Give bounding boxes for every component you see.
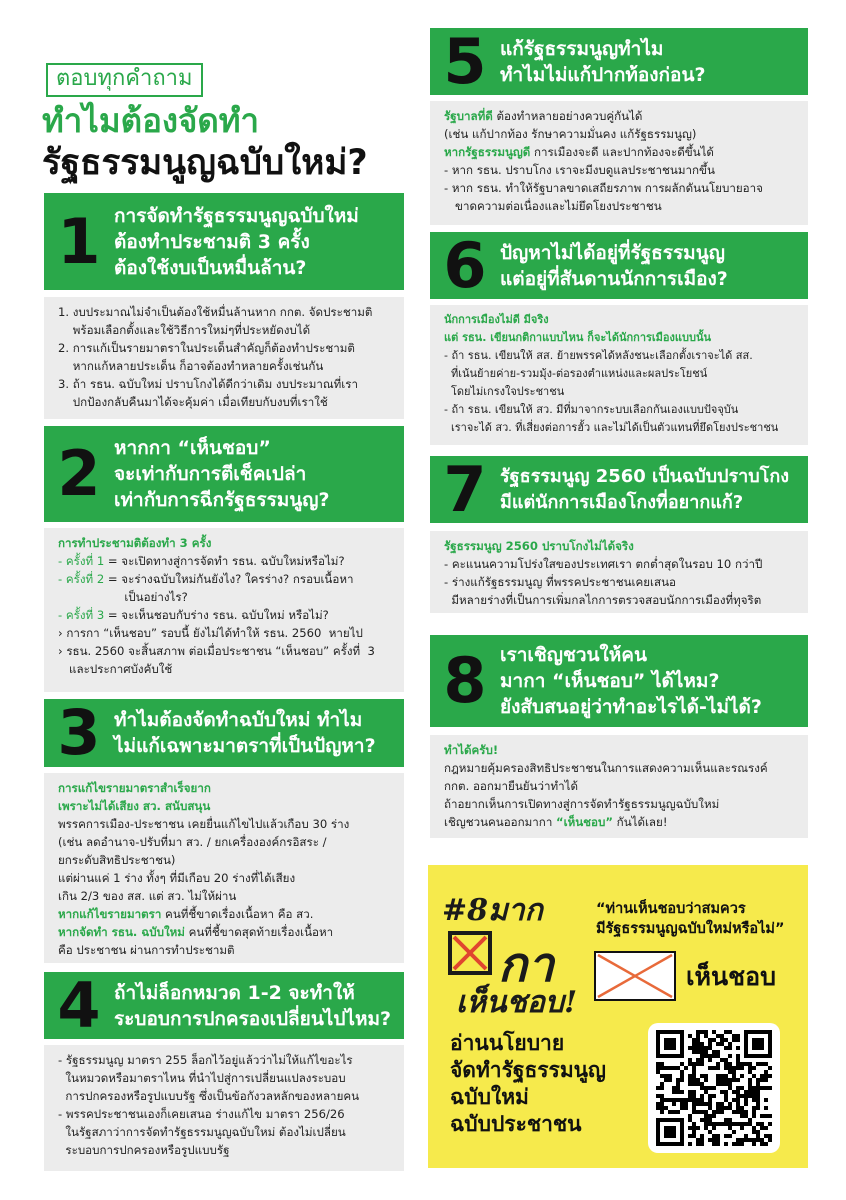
answer-7-line: มีหลายร่างที่เป็นการเพิ่มกลไกการตรวจสอบนักการเมืองที่ทุจริต bbox=[444, 593, 762, 607]
question-4-box bbox=[44, 968, 404, 1042]
answer-1-line: หากแก้หลายประเด็น ก็อาจต้องทำหลายครั้งเช่นกัน bbox=[58, 359, 324, 373]
answer-1-box bbox=[44, 297, 404, 419]
logo-line-2: กา bbox=[498, 937, 555, 993]
answer-3-box bbox=[44, 773, 404, 963]
page-title-line1: ทำไมต้องจัดทำ bbox=[42, 101, 260, 140]
policy-text: อ่านนโยบาย จัดทำรัฐธรรมนูญ ฉบับใหม่ ฉบับประชาชน bbox=[450, 1031, 606, 1136]
question-8-box bbox=[430, 635, 808, 727]
answer-8-line: เชิญชวนคนออกมากา “เห็นชอบ” กันได้เลย! bbox=[444, 815, 668, 829]
question-5-box bbox=[430, 24, 808, 98]
answer-8-line: กกต. ออกมายืนยันว่าทำได้ bbox=[444, 779, 579, 793]
answer-4-box bbox=[44, 1045, 404, 1171]
answer-5-box bbox=[430, 101, 808, 225]
answer-1-line: ปกป้องกลับคืนมาได้จะคุ้มค่า เมื่อเทียบกับงบที่เราใช้ bbox=[58, 395, 328, 409]
answer-7-line: - ร่างแก้รัฐธรรมนูญ ที่พรรคประชาชนเคยเสนอ bbox=[444, 575, 676, 589]
question-5-number: 5 bbox=[443, 24, 487, 98]
answer-3-line: พรรคการเมือง-ประชาชน เคยยื่นแก้ไขไปแล้วเกือบ 30 ร่าง bbox=[58, 817, 350, 831]
question-1-text: การจัดทำรัฐธรรมนูญฉบับใหม่ ต้องทำประชามติ 3 ครั้ง ต้องใช้งบเป็นหมื่นล้าน? bbox=[114, 204, 359, 279]
answer-2-item: - ครั้งที่ 3 = จะเห็นชอบกับร่าง รธน. ฉบับใหม่ หรือไม่? bbox=[58, 608, 329, 622]
question-4-number: 4 bbox=[57, 968, 101, 1042]
answer-4-line: ในหมวดหรือมาตราไหน ที่นำไปสู่การเปลี่ยนแปลงระบอบ bbox=[58, 1071, 346, 1085]
answer-3-tail: หากจัดทำ รธน. ฉบับใหม่ คนที่ชี้ขาดสุดท้ายเรื่องเนื้อหา bbox=[58, 925, 334, 939]
answer-5-line: - หาก รธน. ทำให้รัฐบาลขาดเสถียรภาพ การผลักดันนโยบายอาจ bbox=[444, 181, 763, 195]
header-tag: ตอบทุกคำถาม bbox=[46, 63, 203, 97]
answer-2-note: และประกาศบังคับใช้ bbox=[58, 662, 173, 676]
answer-3-tail: หากแก้ไขรายมาตรา คนที่ชี้ขาดเรื่องเนื้อหา คือ สว. bbox=[58, 907, 314, 921]
answer-5-line: รัฐบาลที่ดี ต้องทำหลายอย่างควบคู่กันได้ bbox=[444, 109, 643, 123]
logo-line-1: #8มาก bbox=[442, 893, 543, 928]
answer-6-line: - ถ้า รธน. เขียนให้ สส. ย้ายพรรคได้หลังชนะเลือกตั้งเราจะได้ สส. bbox=[444, 349, 753, 362]
qr-code[interactable] bbox=[648, 1023, 780, 1153]
campaign-logo bbox=[440, 883, 602, 1033]
answer-8-box bbox=[430, 735, 808, 838]
answer-5-line: ขาดความต่อเนื่องและไม่ยึดโยงประชาชน bbox=[444, 199, 662, 213]
question-7-box bbox=[430, 452, 808, 526]
answer-3-heading: เพราะไม่ได้เสียง สว. สนับสนุน bbox=[58, 799, 211, 813]
answer-7-heading: รัฐธรรมนูญ 2560 ปราบโกงไม่ได้จริง bbox=[444, 539, 634, 553]
question-7-number: 7 bbox=[443, 452, 487, 526]
answer-2-item: - ครั้งที่ 1 = จะเปิดทางสู่การจัดทำ รธน. ฉบับใหม่หรือไม่? bbox=[58, 554, 345, 568]
vote-label: เห็นชอบ bbox=[686, 962, 776, 991]
promo-box bbox=[428, 865, 808, 1168]
question-6-box bbox=[430, 228, 808, 302]
question-8-text: เราเชิญชวนให้คน มากา “เห็นชอบ” ได้ไหม? ยังสับสนอยู่ว่าทำอะไรได้-ไม่ได้? bbox=[500, 644, 762, 718]
answer-6-line: โดยไม่เกรงใจประชาชน bbox=[444, 385, 565, 398]
answer-6-line: ที่เน้นย้ายค่าย-รวมมุ้ง-ต่อรองตำแหน่งและผลประโยชน์ bbox=[444, 367, 708, 380]
answer-3-line: (เช่น ลดอำนาจ-ปรับที่มา สว. / ยกเครื่ององค์กรอิสระ / bbox=[58, 835, 327, 849]
answer-2-box bbox=[44, 528, 404, 692]
answer-6-heading: นักการเมืองไม่ดี มีจริง bbox=[444, 313, 549, 326]
answer-4-line: การปกครองหรือรูปแบบรัฐ ซึ่งเป็นข้อกังวลหลักของหลายคน bbox=[58, 1089, 360, 1103]
question-4-text: ถ้าไม่ล็อกหมวด 1-2 จะทำให้ ระบอบการปกครองเปลี่ยนไปไหม? bbox=[114, 981, 392, 1030]
answer-8-line: กฎหมายคุ้มครองสิทธิประชาชนในการแสดงความเห็นและรณรงค์ bbox=[444, 761, 768, 775]
question-2-text: หากกา “เห็นชอบ” จะเท่ากับการตีเช็คเปล่า เท่ากับการฉีกรัฐธรรมนูญ? bbox=[114, 437, 330, 511]
page-title-line2: รัฐธรรมนูญฉบับใหม่? bbox=[42, 143, 368, 183]
answer-6-line: เราจะได้ สว. ที่เสี่ยงต่อการฮั้ว และไม่ได้เป็นตัวแทนที่ยึดโยงประชาชน bbox=[444, 421, 779, 434]
answer-2-note: › การกา “เห็นชอบ” รอบนี้ ยังไม่ได้ทำให้ รธน. 2560 หายไป bbox=[58, 626, 363, 640]
answer-2-heading: การทำประชามติต้องทำ 3 ครั้ง bbox=[58, 536, 212, 550]
answer-3-line: เกิน 2/3 ของ สส. แต่ สว. ไม่ให้ผ่าน bbox=[58, 889, 237, 903]
answer-1-line: 2. การแก้เป็นรายมาตราในประเด็นสำคัญก็ต้องทำประชามติ bbox=[58, 341, 355, 355]
question-2-number: 2 bbox=[57, 437, 101, 510]
referendum-question: “ท่านเห็นชอบว่าสมควร มีรัฐธรรมนูญฉบับใหม่หรือไม่” bbox=[596, 901, 785, 937]
question-3-box bbox=[44, 696, 404, 769]
answer-7-line: - คะแนนความโปร่งใสของประเทศเรา ตกต่ำสุดในรอบ 10 กว่าปี bbox=[444, 557, 763, 571]
ballot-x-icon bbox=[448, 931, 492, 975]
answer-6-box bbox=[430, 305, 808, 445]
answer-1-line: 1. งบประมาณไม่จำเป็นต้องใช้หมื่นล้านหาก กกต. จัดประชามติ bbox=[58, 305, 373, 319]
answer-7-box bbox=[430, 531, 808, 613]
question-3-number: 3 bbox=[57, 696, 101, 769]
logo-line-3: เห็นชอบ! bbox=[456, 985, 578, 1020]
answer-4-line: - พรรคประชาชนเองก็เคยเสนอ ร่างแก้ไข มาตรา 256/26 bbox=[58, 1107, 345, 1121]
answer-2-item: - ครั้งที่ 2 = จะร่างฉบับใหม่กันยังไง? ใครร่าง? กรอบเนื้อหา bbox=[58, 572, 354, 586]
question-3-text: ทำไมต้องจัดทำฉบับใหม่ ทำไม ไม่แก้เฉพาะมาตราที่เป็นปัญหา? bbox=[114, 709, 376, 757]
answer-5-line: (เช่น แก้ปากท้อง รักษาความมั่นคง แก้รัฐธรรมนูญ) bbox=[444, 127, 697, 141]
answer-6-heading: แต่ รธน. เขียนกติกาแบบไหน ก็จะได้นักการเมืองแบบนั้น bbox=[444, 331, 711, 344]
ballot-x-icon bbox=[594, 951, 676, 1001]
answer-4-line: ในรัฐสภาว่าการจัดทำรัฐธรรมนูญฉบับใหม่ ต้องไม่เปลี่ยน bbox=[58, 1125, 346, 1139]
answer-3-heading: การแก้ไขรายมาตราสำเร็จยาก bbox=[58, 781, 211, 795]
answer-5-line: - หาก รธน. ปราบโกง เราจะมีงบดูแลประชาชนมากขึ้น bbox=[444, 163, 715, 177]
question-6-number: 6 bbox=[443, 228, 487, 302]
question-7-text: รัฐธรรมนูญ 2560 เป็นฉบับปราบโกง มีแต่นักการเมืองโกงที่อยากแก้? bbox=[500, 465, 790, 513]
question-8-number: 8 bbox=[443, 644, 487, 717]
answer-1-line: 3. ถ้า รธน. ฉบับใหม่ ปราบโกงได้ดีกว่าเดิม งบประมาณที่เรา bbox=[58, 377, 359, 391]
question-1-box bbox=[44, 193, 404, 290]
answer-4-line: ระบอบการปกครองหรือรูปแบบรัฐ bbox=[58, 1143, 230, 1157]
question-6-text: ปัญหาไม่ได้อยู่ที่รัฐธรรมนูญ แต่อยู่ที่สันดานนักการเมือง? bbox=[500, 241, 728, 290]
answer-3-line: แต่ผ่านแค่ 1 ร่าง ทั้งๆ ที่มีเกือบ 20 ร่างที่ได้เสียง bbox=[58, 871, 296, 885]
answer-4-line: - รัฐธรรมนูญ มาตรา 255 ล็อกไว้อยู่แล้วว่าไม่ให้แก้ไขอะไร bbox=[58, 1053, 353, 1067]
answer-6-line: - ถ้า รธน. เขียนให้ สว. มีที่มาจากระบบเลือกกันเองแบบปัจจุบัน bbox=[444, 403, 739, 416]
answer-3-tail: คือ ประชาชน ผ่านการทำประชามติ bbox=[58, 943, 235, 957]
answer-5-line: หากรัฐธรรมนูญดี การเมืองจะดี และปากท้องจะดีขึ้นได้ bbox=[444, 145, 714, 159]
answer-2-item: เป็นอย่างไร? bbox=[58, 590, 188, 604]
answer-8-line: ถ้าอยากเห็นการเปิดทางสู่การจัดทำรัฐธรรมนูญฉบับใหม่ bbox=[444, 797, 720, 811]
question-1-number: 1 bbox=[57, 204, 101, 278]
answer-8-heading: ทำได้ครับ! bbox=[444, 743, 499, 757]
answer-3-line: ยกระดับสิทธิประชาชน) bbox=[58, 853, 176, 867]
question-2-box bbox=[44, 426, 404, 522]
question-5-text: แก้รัฐธรรมนูญทำไม ทำไมไม่แก้ปากท้องก่อน? bbox=[500, 37, 706, 86]
answer-2-note: › รธน. 2560 จะสิ้นสภาพ ต่อเมื่อประชาชน “เห็นชอบ” ครั้งที่ 3 bbox=[58, 644, 375, 658]
answer-1-line: พร้อมเลือกตั้งและใช้วิธีการใหม่ๆที่ประหยัดงบได้ bbox=[58, 323, 311, 337]
